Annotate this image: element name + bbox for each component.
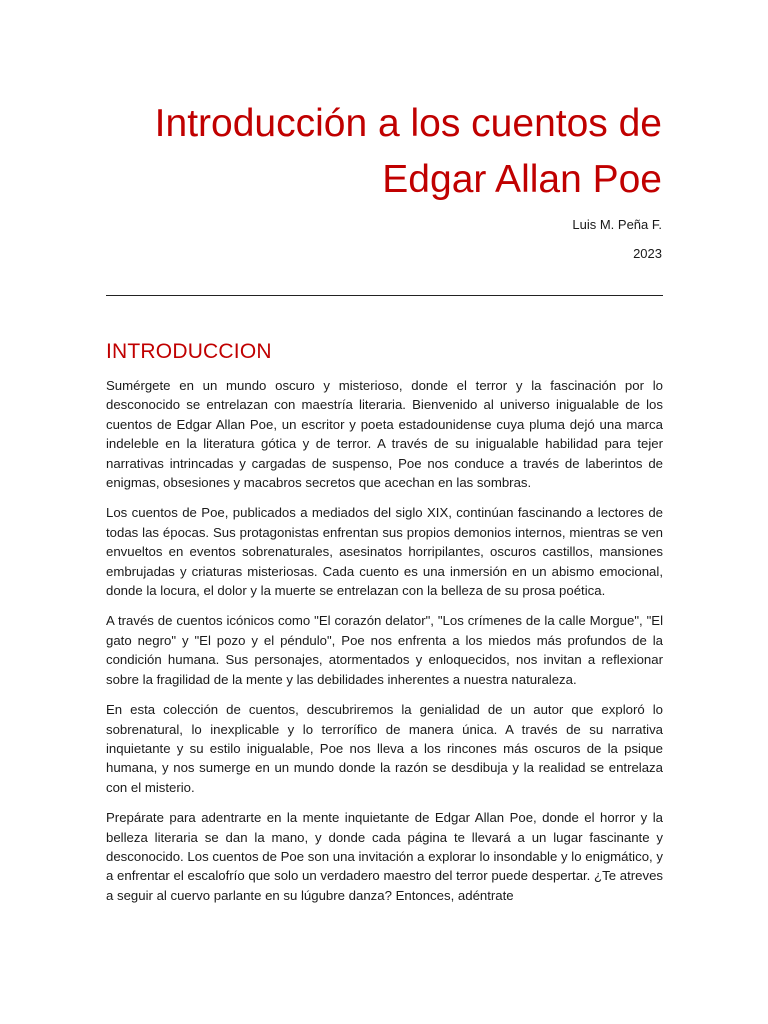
horizontal-divider [106, 295, 663, 296]
paragraph-1: Sumérgete en un mundo oscuro y misterioso, donde el terror y la fascinación por lo desconocido se entrelazan con maestría literaria. Bienvenido al universo inigualable de los cuentos de Edgar Allan Poe, un escritor y poeta estadounidense cuya pluma dejó una marca indeleble en la literatura gótica y de terror. A través de su inigualable habilidad para tejer narrativas intrincadas y cargadas de suspenso, Poe nos conduce a través de laberintos de enigmas, obsesiones y macabros secretos que acechan en las sombras. [106, 378, 663, 491]
author-name: Luis M. Peña F. [572, 217, 662, 232]
title-line-2: Edgar Allan Poe [382, 158, 662, 201]
paragraph-5: Prepárate para adentrarte en la mente inquietante de Edgar Allan Poe, donde el horror y la belleza literaria se dan la mano, y donde cada página te llevará a un lugar fascinante y desconocido. Los cuentos de Poe son una invitación a explorar lo insondable y lo enigmático, y a enfrentar el escalofrío que solo un verdadero maestro del terror puede despertar. ¿Te atreves a seguir al cuervo parlante en su lúgubre danza? Entonces, adéntrate [106, 810, 663, 903]
paragraph-2: Los cuentos de Poe, publicados a mediados del siglo XIX, continúan fascinando a lectores de todas las épocas. Sus protagonistas enfrentan sus propios demonios internos, mientras se ven envueltos en eventos sobrenaturales, asesinatos horripilantes, oscuros castillos, mansiones embrujadas y criaturas misteriosas. Cada cuento es una inmersión en un abismo emocional, donde la locura, el dolor y la muerte se entrelazan con la belleza de su prosa poética. [106, 505, 663, 599]
paragraph-3: A través de cuentos icónicos como "El corazón delator", "Los crímenes de la calle Morgue", "El gato negro" y "El pozo y el péndulo", Poe nos enfrenta a los miedos más profundos de la condición humana. Sus personajes, atormentados y enloquecidos, nos invitan a reflexionar sobre la fragilidad de la mente y las debilidades inherentes a nuestra naturaleza. [106, 613, 663, 687]
document-title [62, 96, 662, 208]
section-heading: INTRODUCCION [106, 340, 272, 363]
title-line-1: Introducción a los cuentos de [154, 102, 662, 145]
publication-year: 2023 [633, 246, 662, 261]
paragraph-4: En esta colección de cuentos, descubriremos la genialidad de un autor que exploró lo sobrenatural, lo inexplicable y lo terrorífico de manera única. A través de su narrativa inquietante y su estilo inigualable, Poe nos lleva a los rincones más oscuros de la psique humana, y nos sumerge en un mundo donde la razón se desdibuja y la realidad se entrelaza con el misterio. [106, 702, 663, 795]
body-text [106, 376, 663, 916]
